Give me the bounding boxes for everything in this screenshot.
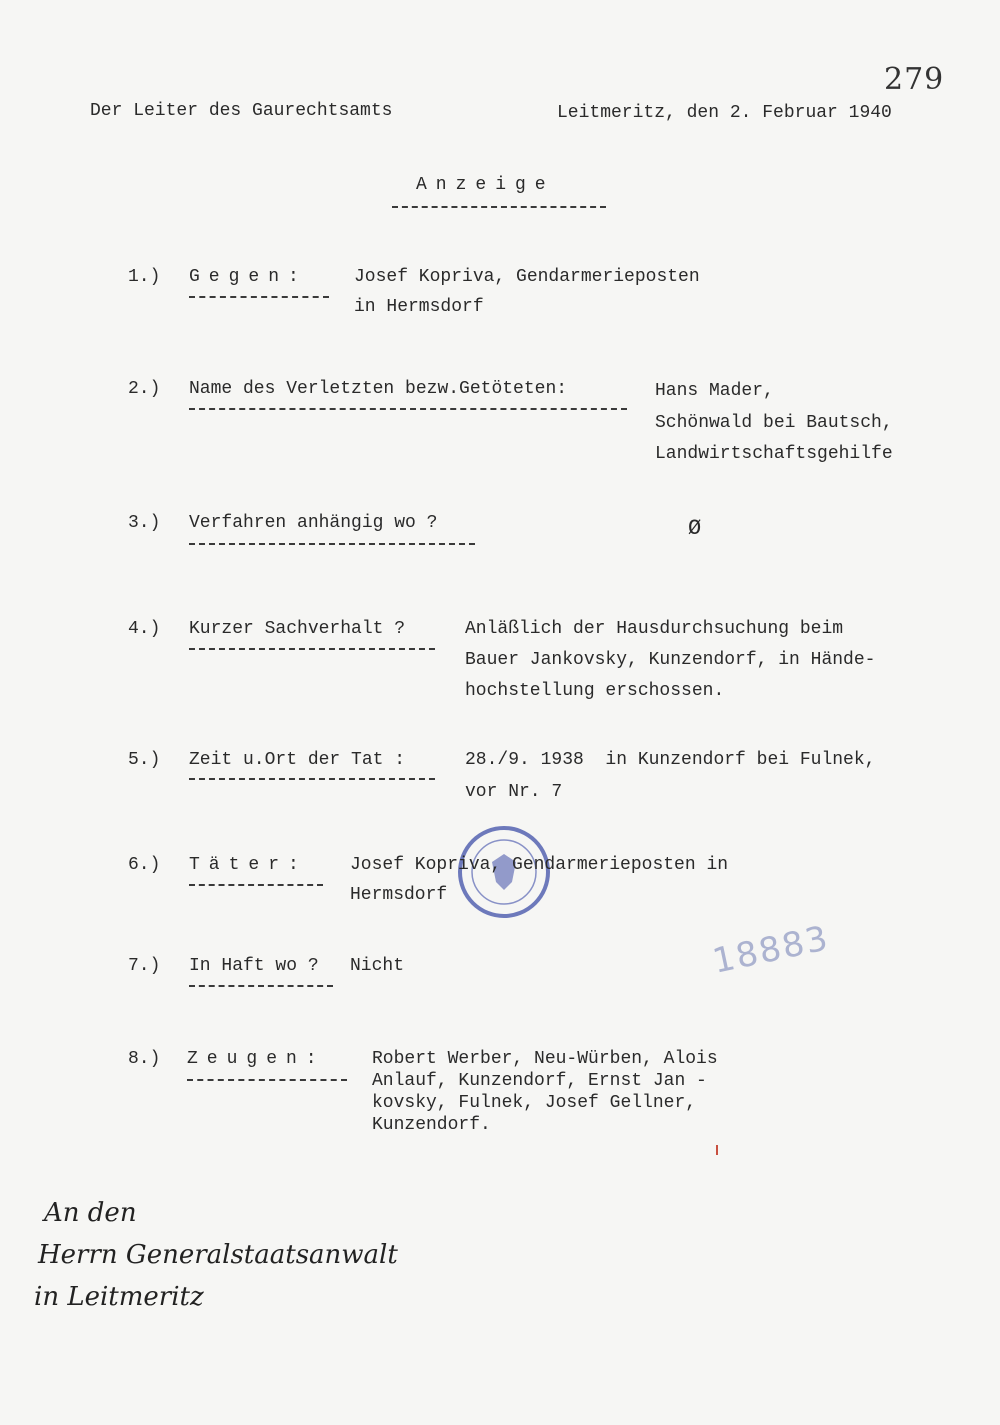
- item-value-6-line-1: Josef Kopriva, Gendarmerieposten in: [350, 855, 729, 875]
- item-value-8-line-1: Robert Werber, Neu-Würben, Alois: [372, 1049, 718, 1069]
- item-underline-2: [189, 408, 627, 410]
- item-number-3: 3.): [128, 513, 161, 533]
- item-number-1: 1.): [128, 267, 161, 287]
- item-value-4-line-2: Bauer Jankovsky, Kunzendorf, in Hände-: [465, 650, 876, 670]
- item-value-4-line-3: hochstellung erschossen.: [465, 681, 725, 701]
- item-value-1-line-1: Josef Kopriva, Gendarmerieposten: [354, 267, 700, 287]
- item-underline-1: [189, 296, 329, 298]
- item-value-8-line-3: kovsky, Fulnek, Josef Gellner,: [372, 1093, 697, 1113]
- item-label-1: Gegen:: [189, 267, 308, 287]
- item-value-8-line-4: Kunzendorf.: [372, 1115, 491, 1135]
- item-value-1-line-2: in Hermsdorf: [354, 297, 484, 317]
- item-value-3: Ø: [688, 516, 702, 541]
- item-value-8-line-2: Anlauf, Kunzendorf, Ernst Jan -: [372, 1071, 707, 1091]
- header-place-date: Leitmeritz, den 2. Februar 1940: [557, 103, 892, 123]
- handwritten-line-3: in Leitmeritz: [34, 1282, 204, 1312]
- handwritten-line-1: An den: [44, 1198, 137, 1228]
- item-value-5-line-2: vor Nr. 7: [465, 782, 563, 802]
- item-number-7: 7.): [128, 956, 161, 976]
- item-number-2: 2.): [128, 379, 161, 399]
- item-value-6-line-2: Hermsdorf: [350, 885, 448, 905]
- item-number-8: 8.): [128, 1049, 161, 1069]
- item-number-4: 4.): [128, 619, 161, 639]
- marginal-number: 18883: [709, 918, 834, 982]
- item-number-6: 6.): [128, 855, 161, 875]
- item-underline-3: [189, 543, 475, 545]
- item-label-3: Verfahren anhängig wo ?: [189, 513, 438, 533]
- item-value-2-line-2: Schönwald bei Bautsch,: [655, 413, 893, 433]
- item-value-7: Nicht: [350, 956, 405, 976]
- item-value-4-line-1: Anläßlich der Hausdurchsuchung beim: [465, 619, 844, 639]
- item-label-7: In Haft wo ?: [189, 956, 319, 976]
- red-mark: [716, 1145, 718, 1155]
- item-label-6: Täter:: [189, 855, 308, 875]
- item-underline-4: [189, 648, 435, 650]
- title-underline: [392, 206, 606, 208]
- item-label-4: Kurzer Sachverhalt ?: [189, 619, 406, 639]
- header-sender: Der Leiter des Gaurechtsamts: [90, 101, 393, 121]
- item-label-2: Name des Verletzten bezw.Getöteten:: [189, 379, 568, 399]
- item-label-8: Zeugen:: [187, 1049, 326, 1069]
- item-underline-8: [187, 1079, 347, 1081]
- item-underline-5: [189, 778, 435, 780]
- item-underline-6: [189, 884, 323, 886]
- handwritten-line-2: Herrn Generalstaatsanwalt: [38, 1240, 398, 1270]
- item-value-2-line-3: Landwirtschaftsgehilfe: [655, 444, 893, 464]
- item-underline-7: [189, 985, 333, 987]
- item-label-5: Zeit u.Ort der Tat :: [189, 750, 406, 770]
- item-value-2-line-1: Hans Mader,: [655, 381, 774, 401]
- document-title: Anzeige: [416, 175, 555, 195]
- item-value-5-line-1: 28./9. 1938 in Kunzendorf bei Fulnek,: [465, 750, 876, 770]
- item-number-5: 5.): [128, 750, 161, 770]
- folio-number: 279: [884, 62, 945, 97]
